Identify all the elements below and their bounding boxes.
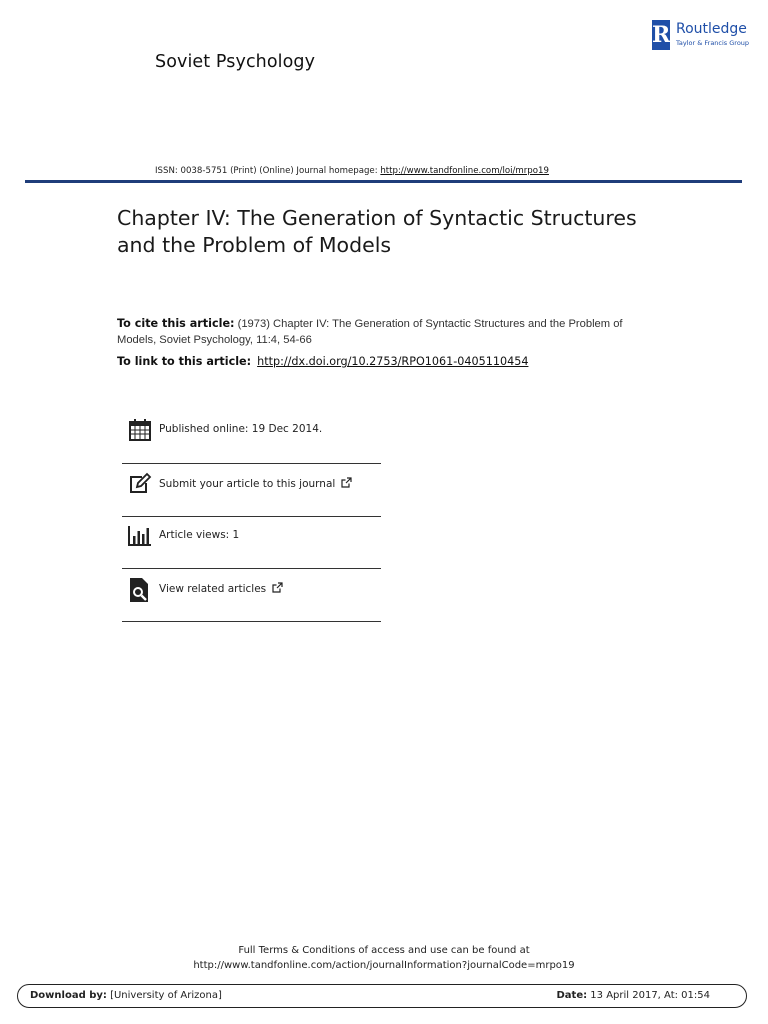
bar-chart-icon: [128, 524, 152, 548]
info-divider: [122, 621, 381, 622]
related-articles-label: View related articles: [159, 583, 267, 595]
article-views-label: Article views: 1: [159, 529, 240, 541]
terms-link[interactable]: http://www.tandfonline.com/action/journalInformation?journalCode=mrpo19: [193, 960, 575, 971]
date-value: 13 April 2017, At: 01:54: [587, 990, 710, 1001]
article-title: [117, 205, 677, 259]
citation-block: [117, 316, 657, 348]
issn-text: ISSN: 0038-5751 (Print) (Online) Journal homepage:: [155, 166, 381, 176]
terms-notice: [0, 943, 768, 973]
issn-line: [155, 166, 549, 176]
download-label: Download by:: [30, 990, 107, 1001]
article-title-line-1: Chapter IV: The Generation of Syntactic Structures: [117, 206, 637, 230]
cite-label: To cite this article:: [117, 317, 235, 330]
external-link-icon: [341, 477, 352, 491]
publisher-group: Taylor & Francis Group: [676, 39, 750, 47]
download-info-bar: [17, 984, 747, 1008]
publisher-name: Routledge: [676, 21, 747, 37]
published-online-label: Published online: 19 Dec 2014.: [159, 423, 323, 435]
header-rule: [25, 180, 742, 183]
info-divider: [122, 568, 381, 569]
submit-article-text: [159, 477, 352, 491]
download-value: [University of Arizona]: [106, 990, 222, 1001]
journal-homepage-link[interactable]: http://www.tandfonline.com/loi/mrpo19: [380, 166, 549, 176]
routledge-r-icon: R: [652, 22, 671, 48]
journal-title: Soviet Psychology: [155, 52, 316, 72]
download-by: [30, 990, 222, 1001]
doi-link[interactable]: http://dx.doi.org/10.2753/RPO1061-0405110454: [257, 355, 529, 368]
terms-line-1: Full Terms & Conditions of access and use can be found at: [238, 945, 530, 956]
submit-article-label: Submit your article to this journal: [159, 478, 336, 490]
external-link-icon: [272, 582, 283, 596]
cite-text: (1973) Chapter IV: The Generation of Syntactic Structures and the Problem of Models, Soviet Psychology, 11:4, 54-66: [117, 318, 623, 346]
info-divider: [122, 516, 381, 517]
publisher-logo[interactable]: [652, 20, 752, 52]
related-articles-text: [159, 582, 283, 596]
date-label: Date:: [556, 990, 588, 1001]
article-title-line-2: and the Problem of Models: [117, 233, 392, 257]
download-date: [556, 990, 710, 1001]
calendar-icon: [128, 418, 152, 442]
article-link-line: [117, 355, 528, 368]
info-divider: [122, 463, 381, 464]
search-document-icon: [128, 577, 152, 601]
edit-icon: [128, 472, 152, 496]
link-label: To link to this article:: [117, 355, 252, 368]
